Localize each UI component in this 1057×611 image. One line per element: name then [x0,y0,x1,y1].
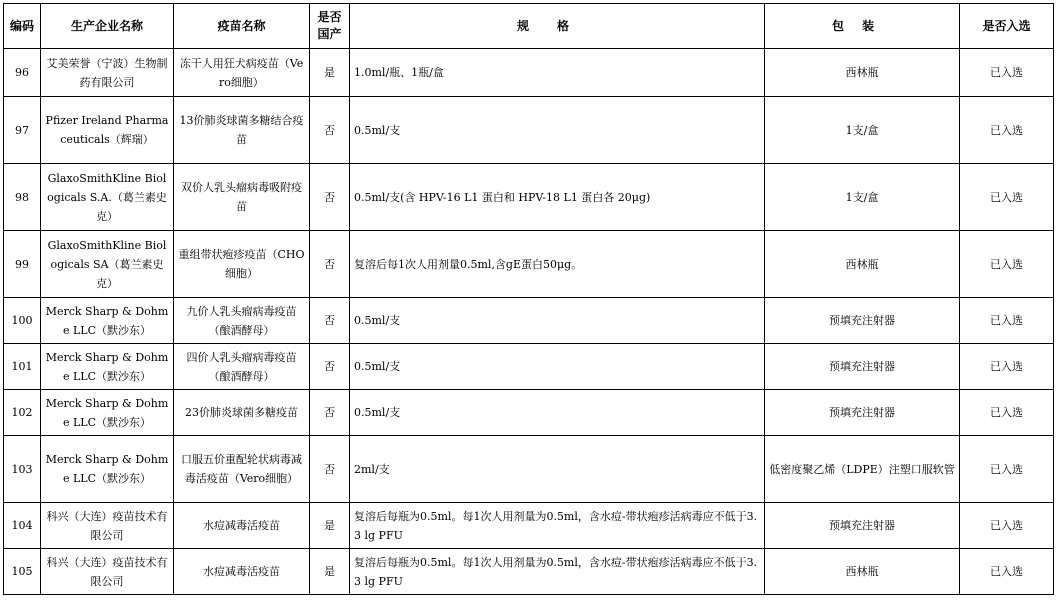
company-name: 科兴（大连）疫苗技术有限公司 [41,549,174,595]
spec-text: 0.5ml/支 [350,390,765,436]
table-row [4,549,1054,595]
domestic-flag: 是 [310,503,350,549]
row-number: 96 [4,49,41,97]
company-name: Merck Sharp & Dohme LLC（默沙东） [41,390,174,436]
vaccine-name: 九价人乳头瘤病毒疫苗（酿酒酵母） [174,298,310,344]
packaging-text: 西林瓶 [765,549,960,595]
vaccine-name: 水痘减毒活疫苗 [174,503,310,549]
table-row [4,344,1054,390]
packaging-text: 预填充注射器 [765,344,960,390]
company-name: 艾美荣誉（宁波）生物制药有限公司 [41,49,174,97]
vaccine-name: 23价肺炎球菌多糖疫苗 [174,390,310,436]
table-row [4,436,1054,503]
company-name: Merck Sharp & Dohme LLC（默沙东） [41,344,174,390]
company-name: GlaxoSmithKline Biologicals S.A.（葛兰素史克） [41,164,174,231]
row-number: 98 [4,164,41,231]
table-row [4,390,1054,436]
table-row [4,97,1054,164]
header-company: 生产企业名称 [41,4,174,49]
row-number: 97 [4,97,41,164]
vaccine-name: 重组带状疱疹疫苗（CHO细胞） [174,231,310,298]
header-vaccine: 疫苗名称 [174,4,310,49]
table-row [4,298,1054,344]
selection-status: 已入选 [960,298,1054,344]
packaging-text: 预填充注射器 [765,390,960,436]
spec-text: 复溶后每1次人用剂量0.5ml,含gE蛋白50μg。 [350,231,765,298]
selection-status: 已入选 [960,49,1054,97]
domestic-flag: 是 [310,49,350,97]
domestic-flag: 否 [310,298,350,344]
table-row [4,231,1054,298]
table-row [4,503,1054,549]
company-name: Merck Sharp & Dohme LLC（默沙东） [41,436,174,503]
domestic-flag: 否 [310,344,350,390]
packaging-text: 西林瓶 [765,49,960,97]
packaging-text: 1支/盒 [765,164,960,231]
row-number: 103 [4,436,41,503]
domestic-flag: 否 [310,390,350,436]
spec-text: 0.5ml/支(含 HPV-16 L1 蛋白和 HPV-18 L1 蛋白各 20μg) [350,164,765,231]
domestic-flag: 否 [310,436,350,503]
vaccine-name: 口服五价重配轮状病毒减毒活疫苗（Vero细胞） [174,436,310,503]
packaging-text: 预填充注射器 [765,298,960,344]
vaccine-table [3,3,1054,595]
selection-status: 已入选 [960,390,1054,436]
vaccine-name: 13价肺炎球菌多糖结合疫苗 [174,97,310,164]
packaging-text: 西林瓶 [765,231,960,298]
row-number: 105 [4,549,41,595]
row-number: 99 [4,231,41,298]
vaccine-name: 水痘减毒活疫苗 [174,549,310,595]
header-row [4,4,1054,49]
row-number: 100 [4,298,41,344]
packaging-text: 低密度聚乙烯（LDPE）注塑口服软管 [765,436,960,503]
selection-status: 已入选 [960,164,1054,231]
row-number: 102 [4,390,41,436]
spec-text: 1.0ml/瓶、1瓶/盒 [350,49,765,97]
selection-status: 已入选 [960,503,1054,549]
packaging-text: 1支/盒 [765,97,960,164]
table-row [4,49,1054,97]
header-domestic: 是否国产 [310,4,350,49]
selection-status: 已入选 [960,436,1054,503]
header-pack: 包装 [765,4,960,49]
spec-text: 0.5ml/支 [350,344,765,390]
header-num: 编码 [4,4,41,49]
spec-text: 0.5ml/支 [350,298,765,344]
selection-status: 已入选 [960,97,1054,164]
spec-text: 复溶后每瓶为0.5ml。每1次人用剂量为0.5ml，含水痘-带状疱疹活病毒应不低于3.3 lg PFU [350,549,765,595]
spec-text: 复溶后每瓶为0.5ml。每1次人用剂量为0.5ml，含水痘-带状疱疹活病毒应不低于3.3 lg PFU [350,503,765,549]
domestic-flag: 否 [310,164,350,231]
vaccine-name: 双价人乳头瘤病毒吸附疫苗 [174,164,310,231]
header-selected: 是否入选 [960,4,1054,49]
domestic-flag: 否 [310,231,350,298]
selection-status: 已入选 [960,549,1054,595]
spec-text: 2ml/支 [350,436,765,503]
company-name: Pfizer Ireland Pharmaceuticals（辉瑞） [41,97,174,164]
header-spec: 规格 [350,4,765,49]
vaccine-name: 四价人乳头瘤病毒疫苗（酿酒酵母） [174,344,310,390]
company-name: 科兴（大连）疫苗技术有限公司 [41,503,174,549]
company-name: Merck Sharp & Dohme LLC（默沙东） [41,298,174,344]
table-row [4,164,1054,231]
selection-status: 已入选 [960,344,1054,390]
packaging-text: 预填充注射器 [765,503,960,549]
company-name: GlaxoSmithKline Biologicals SA（葛兰素史克） [41,231,174,298]
vaccine-name: 冻干人用狂犬病疫苗（Vero细胞） [174,49,310,97]
domestic-flag: 否 [310,97,350,164]
selection-status: 已入选 [960,231,1054,298]
row-number: 104 [4,503,41,549]
table-body [4,49,1054,595]
row-number: 101 [4,344,41,390]
spec-text: 0.5ml/支 [350,97,765,164]
domestic-flag: 是 [310,549,350,595]
